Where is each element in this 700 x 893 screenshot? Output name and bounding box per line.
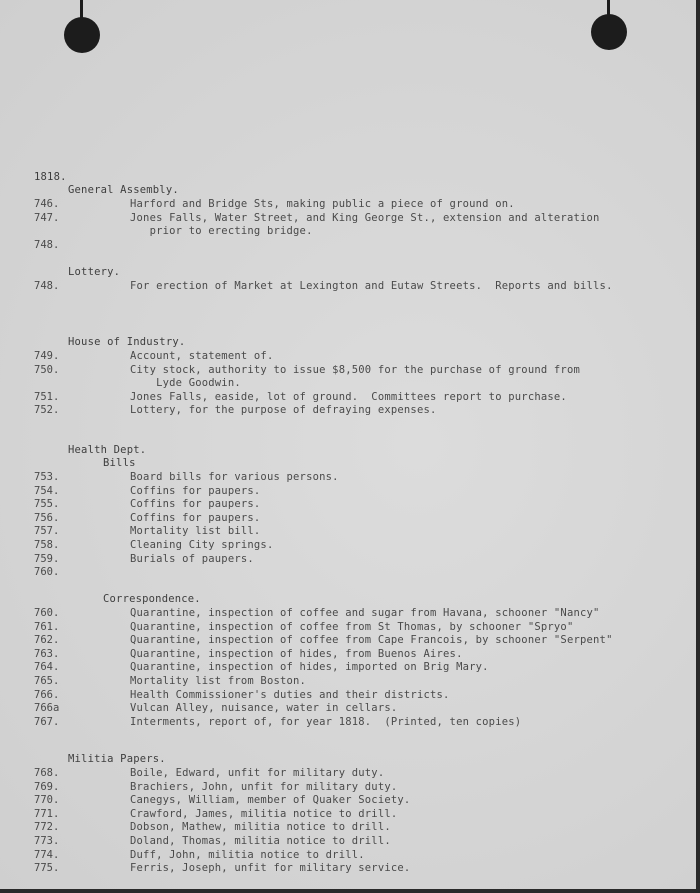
section-subheading: Correspondence. [103,593,201,605]
entry-number: 775. [34,862,60,875]
entry-number: 753. [34,471,60,483]
entry-number: 773. [34,835,60,847]
entry-text: Vulcan Alley, nuisance, water in cellars. [130,702,398,715]
section-heading: Health Dept. [68,444,147,456]
entry-text: Brachiers, John, unfit for military duty. [130,780,398,793]
entry-number: 759. [34,552,60,565]
entry-number: 765. [34,675,60,687]
section-heading: General Assembly. [68,184,179,196]
entry-text: Board bills for various persons. [130,471,339,483]
entry-text: Jones Falls, easide, lot of ground. Committees report to purchase. [130,390,567,403]
entry-number: 750. [34,363,60,376]
punch-hole-left [64,17,100,53]
entry-text: Jones Falls, Water Street, and King George St., extension and alteration [130,211,600,224]
entry-text: Cleaning City springs. [130,539,274,551]
entry-text: Health Commissioner's duties and their districts. [130,688,450,701]
entry-text: Boile, Edward, unfit for military duty. [130,767,385,779]
entry-number: 769. [34,780,60,793]
entry-text: For erection of Market at Lexington and Eutaw Streets. Reports and bills. [130,280,613,292]
entry-number: 762. [34,634,60,647]
entry-number: 748. [34,238,60,251]
entry-number: 755. [34,498,60,511]
entry-text: Coffins for paupers. [130,511,261,524]
entry-text: Duff, John, militia notice to drill. [130,848,365,861]
entry-number: 758. [34,539,60,551]
entry-number: 746. [34,198,60,210]
entry-text: Quarantine, inspection of coffee from St Thomas, by schooner "Spryo" [130,620,574,633]
entry-number: 771. [34,807,60,820]
entry-text: Mortality list bill. [130,525,261,538]
entry-number: 761. [34,620,60,633]
entry-text: Lottery, for the purpose of defraying expenses. [130,404,437,417]
entry-number: 747. [34,211,60,224]
entry-text: Quarantine, inspection of hides, imported on Brig Mary. [130,661,489,674]
section-subheading: Bills [103,457,136,469]
entry-text: Lyde Goodwin. [130,377,241,390]
entry-text: Interments, report of, for year 1818. (Printed, ten copies) [130,715,522,728]
entry-number: 748. [34,280,60,292]
entry-text: Crawford, James, militia notice to drill. [130,807,398,820]
entry-text: Quarantine, inspection of coffee and sugar from Havana, schooner "Nancy" [130,607,600,619]
entry-text: Canegys, William, member of Quaker Society. [130,794,411,807]
entry-number: 757. [34,525,60,538]
entry-text: City stock, authority to issue $8,500 for the purchase of ground from [130,363,580,376]
entry-number: 756. [34,511,60,524]
entry-number: 772. [34,821,60,834]
entry-text: Dobson, Mathew, militia notice to drill. [130,821,391,834]
entry-text: Doland, Thomas, militia notice to drill. [130,835,391,847]
entry-text: Quarantine, inspection of coffee from Cape Francois, by schooner "Serpent" [130,634,613,647]
section-heading: House of Industry. [68,336,186,348]
entry-text: Burials of paupers. [130,552,254,565]
entry-number: 763. [34,647,60,660]
entry-number: 767. [34,715,60,728]
entry-number: 749. [34,350,60,362]
entry-number: 764. [34,661,60,674]
section-heading: Militia Papers. [68,753,166,765]
entry-text: Coffins for paupers. [130,484,261,497]
entry-number: 751. [34,390,60,403]
entry-text: Account, statement of. [130,350,274,362]
entry-text: prior to erecting bridge. [130,225,313,238]
entry-number: 752. [34,404,60,417]
entry-text: Ferris, Joseph, unfit for military service. [130,862,411,875]
entry-text: Quarantine, inspection of hides, from Buenos Aires. [130,647,463,660]
entry-number: 774. [34,848,60,861]
entry-number: 770. [34,794,60,807]
punch-hole-right [591,14,627,50]
entry-text: Coffins for paupers. [130,498,261,511]
entry-number: 760. [34,566,60,579]
entry-text: Harford and Bridge Sts, making public a piece of ground on. [130,198,515,210]
year-heading: 1818. [34,171,67,183]
entry-text: Mortality list from Boston. [130,675,307,687]
entry-number: 760. [34,607,60,619]
entry-number: 768. [34,767,60,779]
section-heading: Lottery. [68,266,121,278]
entry-number: 766. [34,688,60,701]
entry-number: 754. [34,484,60,497]
entry-number: 766a [34,702,60,715]
